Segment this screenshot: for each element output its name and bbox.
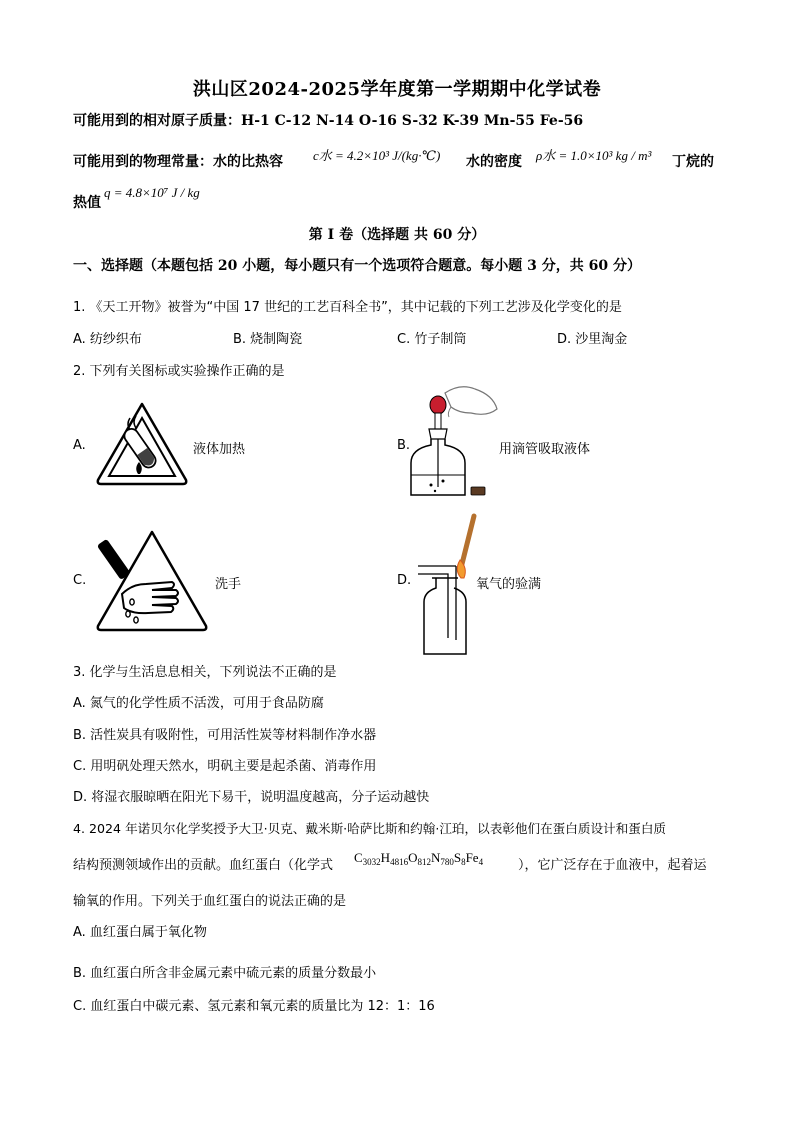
q1-option-a: A. 纺纱织布 [73, 332, 142, 347]
butane-heat-value: q = 4.8×10⁷ J / kg [104, 185, 200, 200]
q2-option-a-letter: A. [73, 438, 86, 453]
question-1-stem: 1. 《天工开物》被誉为“中国 17 世纪的工艺百科全书”，其中记载的下列工艺涉及化学变化的是 [73, 300, 622, 315]
q1-option-b: B. 烧制陶瓷 [233, 332, 303, 347]
question-4-stem-line2b: ），它广泛存在于血液中，起着运 [518, 858, 707, 873]
q4-option-b: B. 血红蛋白所含非金属元素中硫元素的质量分数最小 [73, 966, 377, 981]
q2-option-b-caption: 用滴管吸取液体 [499, 442, 591, 457]
question-4-stem-line2a: 结构预测领域作出的贡献。血红蛋白（化学式 [73, 858, 334, 873]
q2-option-b-letter: B. [397, 438, 411, 453]
wash-hands-icon [92, 528, 212, 634]
hemoglobin-formula: $C_{3032}H_{4816}O_{812}N_{780}S_8Fe_4$ [354, 850, 484, 867]
dropper-bottle-icon [405, 383, 500, 503]
q2-option-c-letter: C. [73, 573, 87, 588]
volume-title: 第 I 卷（选择题 共 60 分） [308, 227, 486, 243]
q3-option-c: C. 用明矾处理天然水，明矾主要是起杀菌、消毒作用 [73, 759, 377, 774]
heating-liquid-warning-icon [94, 400, 190, 486]
q3-option-b: B. 活性炭具有吸附性，可用活性炭等材料制作净水器 [73, 728, 377, 743]
density-label: 水的密度 [466, 154, 522, 170]
butane-label: 丁烷的 [672, 154, 714, 170]
q1-option-d: D. 沙里淘金 [557, 332, 628, 347]
q4-option-a: A. 血红蛋白属于氧化物 [73, 925, 207, 940]
q3-option-d: D. 将湿衣服晾晒在阳光下易干，说明温度越高，分子运动越快 [73, 790, 430, 805]
part-title: 一、选择题（本题包括 20 小题，每小题只有一个选项符合题意。每小题 3 分，共 60 分） [73, 258, 641, 274]
q3-option-a: A. 氮气的化学性质不活泼，可用于食品防腐 [73, 696, 324, 711]
q2-option-c-caption: 洗手 [215, 577, 242, 592]
physics-constants-prefix: 可能用到的物理常量：水的比热容 [73, 154, 283, 170]
q1-option-c: C. 竹子制筒 [397, 332, 467, 347]
question-3-stem: 3. 化学与生活息息相关，下列说法不正确的是 [73, 665, 337, 680]
specific-heat-value: c水 = 4.2×10³ J/(kg·℃) [313, 148, 441, 163]
question-4-stem-line1: 4. 2024 年诺贝尔化学奖授予大卫·贝克、戴米斯·哈萨比斯和约翰·江珀，以表彰他们在蛋白质设计和蛋白质 [73, 821, 667, 836]
q2-option-d-caption: 氧气的验满 [476, 577, 542, 592]
water-density-value: ρ水 = 1.0×10³ kg / m³ [536, 148, 652, 163]
q4-option-c: C. 血红蛋白中碳元素、氢元素和氧元素的质量比为 12：1：16 [73, 999, 435, 1014]
atomic-mass-line: 可能用到的相对原子质量：H-1 C-12 N-14 O-16 S-32 K-39 Mn-55 Fe-56 [73, 113, 584, 129]
heat-value-label: 热值 [73, 195, 101, 211]
question-2-stem: 2. 下列有关图标或实验操作正确的是 [73, 364, 285, 379]
q2-option-d-letter: D. [397, 573, 412, 588]
q2-option-a-caption: 液体加热 [193, 442, 246, 457]
question-4-stem-line3: 输氧的作用。下列关于血红蛋白的说法正确的是 [73, 894, 347, 909]
page-title: 洪山区2024-2025学年度第一学期期中化学试卷 [192, 79, 602, 100]
